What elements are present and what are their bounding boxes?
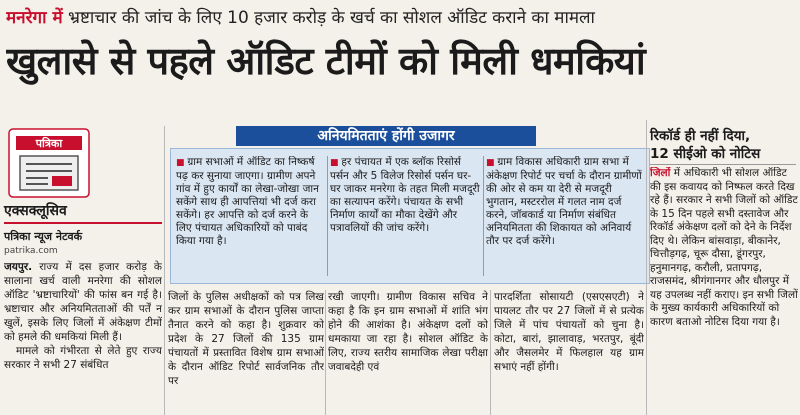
sidebar-heading-2: 12 सीईओ को नोटिस (650, 146, 761, 162)
info-box-item: ■ ग्राम सभाओं में ऑडिट का निष्कर्ष पढ़ कर सुनाया जाएगा। ग्रामीण अपने गांव में हुए कार्यों का लेखा-जोखा जान सकेंगे साथ ही आपत्तियां भी दर्ज करा सकेंगे। हर आपत्ति को दर्ज करने के लिए पंचायत अधिकारियों को पाबंद किया गया है। (176, 156, 319, 247)
news-network-label: पत्रिका न्यूज नेटवर्क (4, 230, 83, 243)
article-column-3: रखी जाएगी। ग्रामीण विकास सचिव ने कहा है कि इन ग्राम सभाओं में शांति भंग होने की आशंका है। अंकेक्षण दलों को धमकाया जा रहा है। सोशल ऑडिट के लिए, राज्य स्तरीय सामाजिक लेखा परीक्षा जवाबदेही एवं (328, 291, 488, 373)
dateline: जयपुर. (4, 261, 33, 273)
column-divider (325, 290, 326, 415)
bullet-icon: ■ (330, 158, 342, 168)
divider (4, 222, 162, 224)
kicker-highlight: मनरेगा में (6, 8, 63, 28)
sidebar-text: में अधिकारी भी सोशल ऑडिट की इस कवायद को निष्फल करते दिख रहे हैं। सरकार ने सभी जिलों को ऑडिट के 15 दिन पहले सभी दस्तावेज और रिकॉर्ड अंकेक्षण दलों को देने के निर्देश दिए थे। लेकिन बांसवाड़ा, बीकानेर, चित्तौड़गढ़, चूरू दौसा, डूंगरपुर, हनुमानगढ़, करौली, प्रतापगढ़, राजसमंद, श्रीगंगानगर और धौलपुर में यह उपलब्ध नहीं कराए। इन सभी जिलों के मुख्य कार्यकारी अधिकारियों को कारण बताओ नोटिस दिया गया है। (650, 167, 798, 328)
info-box-item: ■ हर पंचायत में एक ब्लॉक रिसोर्स पर्सन और 5 विलेज रिसोर्स पर्सन घर-घर जाकर मनरेगा के तहत मिली मजदूरी का सत्यापन करेंगे। पंचायत के सभी निर्माण कार्यों का मौका देखेंगे और पत्रावलियों की जांच करेंगे। (330, 156, 480, 234)
kicker-line (6, 4, 796, 32)
sidebar-heading-1: रिकॉर्ड ही नहीं दिया, (650, 128, 751, 144)
box-divider (483, 156, 484, 276)
column-divider (490, 290, 491, 415)
patrika-logo (8, 128, 90, 198)
bullet-icon: ■ (486, 158, 498, 168)
col1-text2: मामले को गंभीरता से लेते हुए राज्य सरकार ने सभी 27 संबंधित (4, 345, 162, 371)
article-column-4: पारदर्शिता सोसायटी (एसएसएटी) ने पायलट तौर पर 27 जिलों में से प्रत्येक जिले में पांच पंचायतों को चुना है। कोटा, बारां, झालावाड़, भरतपुर, बूंदी और जैसलमेर में फिलहाल यह ग्राम सभाएं नहीं होंगी। (494, 291, 644, 373)
logo-text: पत्रिका (35, 137, 63, 150)
site-url: patrika.com (4, 246, 58, 256)
sidebar-body (650, 167, 798, 413)
kicker-text: भ्रष्टाचार की जांच के लिए 10 हजार करोड़ के खर्च का सोशल ऑडिट कराने का मामला (68, 8, 595, 28)
col1-text: राज्य में दस हजार करोड़ के सालाना खर्च वाली मनरेगा की सोशल ऑडिट 'भ्रष्टाचारियों' की फांस बन गई है। भ्रष्टाचार और अनियमितताओं की पर्तें न खुलें, इसके लिए जिलों में अंकेक्षण टीमों को हमले की धमकियां मिली हैं। (4, 261, 162, 343)
box-divider (327, 156, 328, 276)
article-column-2: जिलों के पुलिस अधीक्षकों को पत्र लिख कर ग्राम सभाओं के दौरान पुलिस जाप्ता तैनात करने को कहा है। शुक्रवार को प्रदेश के 27 जिलों की 135 ग्राम पंचायतों में प्रस्तावित विशेष ग्राम सभाओं के दौरान ऑडिट रिपोर्ट सार्वजनिक तौर पर (168, 291, 324, 387)
column-divider (646, 120, 647, 415)
column-divider (164, 126, 165, 415)
sidebar-lead: जिलों (650, 167, 671, 179)
article-column-1 (4, 260, 162, 415)
exclusive-label: एक्सक्लूसिव (4, 203, 67, 219)
bullet-icon: ■ (176, 158, 188, 168)
info-box-item: ■ ग्राम विकास अधिकारी ग्राम सभा में अंकेक्षण रिपोर्ट पर चर्चा के दौरान ग्रामीणों की ओर से कम या देरी से मजदूरी भुगतान, मस्टररोल में गलत नाम दर्ज करने, जॉबकार्ड या निर्माण संबंधित अनियमितता की शिकायत को अनिवार्य तौर पर दर्ज करेंगे। (486, 156, 642, 247)
divider (650, 164, 796, 165)
headline: खुलासे से पहले ऑडिट टीमों को मिली धमकियां (6, 39, 646, 83)
info-box-title: अनियमितताएं होंगी उजागर (236, 126, 536, 146)
